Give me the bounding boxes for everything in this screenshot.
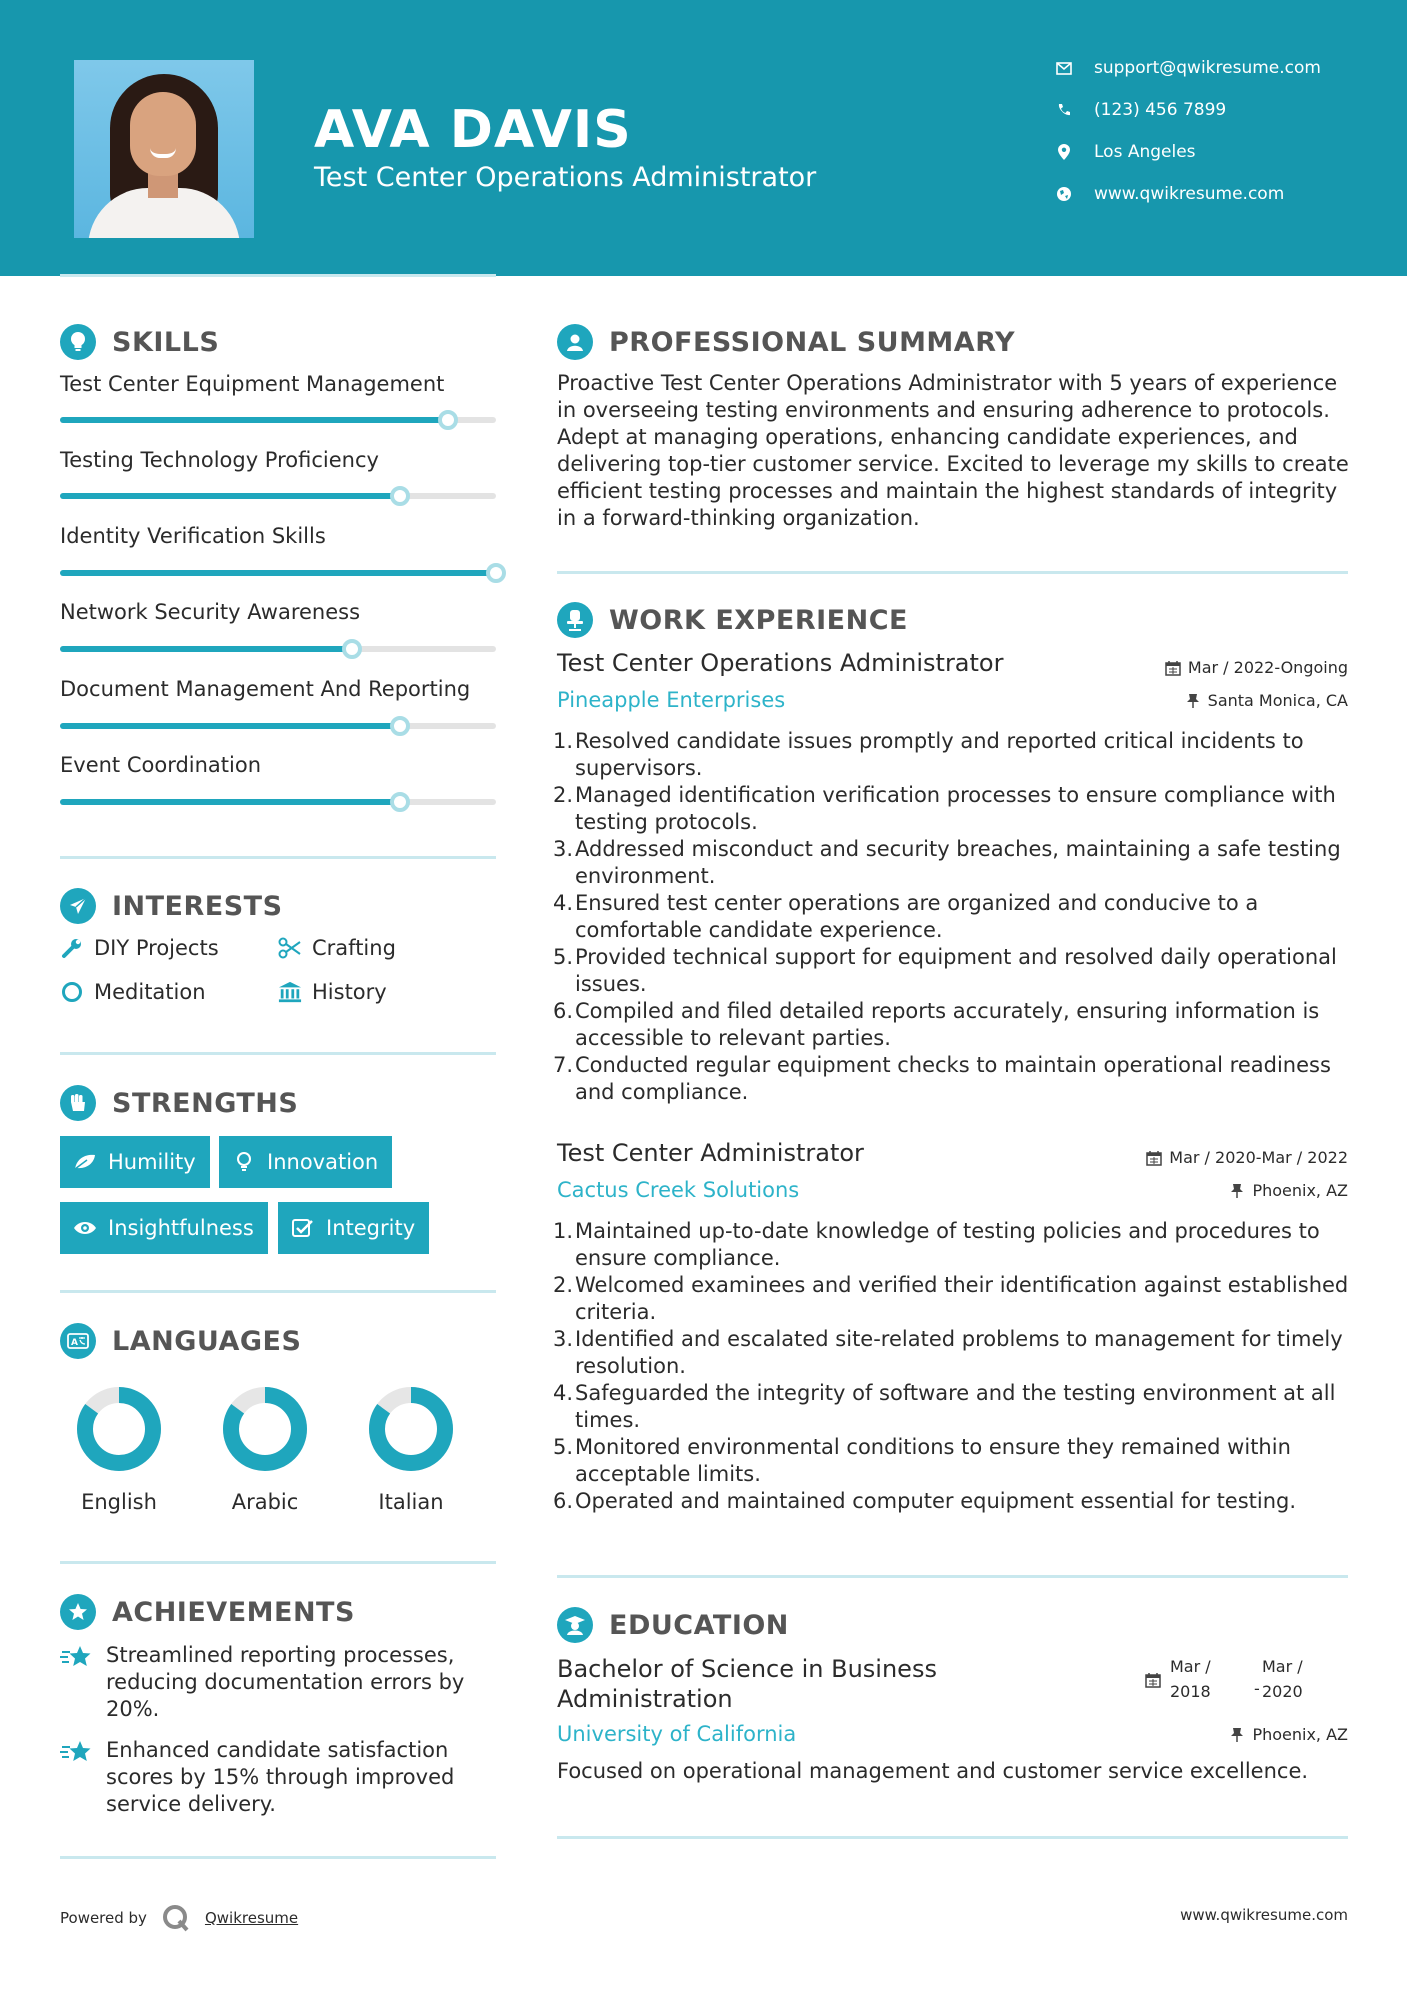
list-item: 5. Provided technical support for equipment and resolved daily operational issues. <box>553 945 1337 996</box>
language-donut <box>366 1384 456 1474</box>
calendar-icon <box>1144 1671 1162 1689</box>
contact-email-text: support@qwikresume.com <box>1094 58 1321 78</box>
eye-icon <box>72 1217 98 1239</box>
wrench-icon <box>60 936 84 960</box>
scissors-icon <box>278 936 302 960</box>
language-item <box>205 1384 325 1514</box>
job-bullets <box>553 728 1353 1106</box>
edu-start-date: Mar / 2018 <box>1170 1657 1211 1701</box>
summary-title: PROFESSIONAL SUMMARY <box>557 324 1015 360</box>
list-item: 6. Compiled and filed detailed reports accurately, ensuring information is accessible to relevant parties. <box>553 999 1320 1050</box>
briefcase-chair-icon <box>557 602 593 638</box>
strengths-title: STRENGTHS <box>60 1085 298 1121</box>
pin-icon <box>1228 1182 1246 1200</box>
skill-bar <box>60 646 496 652</box>
job-dates: Mar / 2022-Ongoing <box>1164 658 1348 677</box>
language-donut <box>74 1384 164 1474</box>
contact-website[interactable] <box>1054 184 1284 204</box>
list-item: 1. Maintained up-to-date knowledge of testing policies and procedures to ensure compliance. <box>553 1219 1320 1270</box>
languages-title: A LANGUAGES <box>60 1323 301 1359</box>
contact-location-text: Los Angeles <box>1094 142 1196 162</box>
strength-tag: Insightfulness <box>60 1202 268 1254</box>
interests-title: INTERESTS <box>60 888 283 924</box>
skill-label: Testing Technology Proficiency <box>60 448 379 472</box>
list-item: 5. Monitored environmental conditions to ensure they remained within acceptable limits. <box>553 1435 1291 1486</box>
globe-icon <box>1054 184 1074 204</box>
skills-title: SKILLS <box>60 324 219 360</box>
candidate-name: AVA DAVIS <box>314 100 632 160</box>
calendar-icon <box>1164 659 1182 677</box>
footer-url[interactable]: www.qwikresume.com <box>1180 1906 1348 1924</box>
star-badge-icon <box>60 1594 96 1630</box>
skill-bar <box>60 723 496 729</box>
language-item <box>351 1384 471 1514</box>
edu-date-separator: - <box>1254 1679 1260 1698</box>
museum-icon <box>278 980 302 1004</box>
circle-icon <box>60 980 84 1004</box>
list-item: 4. Safeguarded the integrity of software and the testing environment at all times. <box>553 1381 1336 1432</box>
skill-label: Network Security Awareness <box>60 600 361 624</box>
language-item <box>59 1384 179 1514</box>
job-title: Test Center Operations Administrator <box>557 649 1004 677</box>
contact-website-text: www.qwikresume.com <box>1094 184 1285 204</box>
degree-title: Bachelor of Science in Business Administration <box>557 1655 937 1713</box>
section-divider <box>60 1561 496 1564</box>
section-divider <box>60 1856 496 1859</box>
leaf-icon <box>72 1151 98 1173</box>
envelope-icon <box>1054 58 1074 78</box>
phone-icon <box>1054 100 1074 120</box>
strength-tag: Innovation <box>219 1136 392 1188</box>
user-icon <box>557 324 593 360</box>
pin-icon <box>1228 1726 1246 1744</box>
skill-bar <box>60 493 496 499</box>
section-divider <box>557 1836 1348 1839</box>
list-item: 2. Welcomed examinees and verified their identification against established criteria. <box>553 1273 1349 1324</box>
skill-label: Document Management And Reporting <box>60 677 471 701</box>
list-item: 3. Addressed misconduct and security breaches, maintaining a safe testing environment. <box>553 837 1341 888</box>
section-divider <box>60 856 496 859</box>
strength-tag: Humility <box>60 1136 210 1188</box>
interest-item: Crafting <box>278 936 396 960</box>
achievements-title: ACHIEVEMENTS <box>60 1594 355 1630</box>
interest-item: History <box>278 980 387 1004</box>
language-label: English <box>81 1490 157 1514</box>
language-label: Arabic <box>231 1490 299 1514</box>
list-item: 7. Conducted regular equipment checks to maintain operational readiness and compliance. <box>553 1053 1331 1104</box>
achievement-item: Streamlined reporting processes, reducing documentation errors by 20%. <box>60 1642 500 1723</box>
candidate-role: Test Center Operations Administrator <box>314 162 817 193</box>
summary-text: Proactive Test Center Operations Administrator with 5 years of experience in overseeing testing environments and ensuring adherence to protocols. Adept at managing operations, enhancing candidate experiences, and delivering top-tier customer service. Excited to leverage my skills to create efficient testing processes and maintain the highest standards of integrity in a forward-thinking organization. <box>557 371 1349 530</box>
list-item: 4. Ensured test center operations are organized and conducive to a comfortable candidate experience. <box>553 891 1259 942</box>
brand-link[interactable]: Qwikresume <box>204 1909 299 1927</box>
svg-text:A: A <box>71 1338 79 1348</box>
map-pin-icon <box>1054 142 1074 162</box>
edu-end-date: Mar / 2020 <box>1262 1657 1303 1701</box>
check-square-icon <box>290 1217 316 1239</box>
skill-bar <box>60 570 496 576</box>
school-name: University of California <box>557 1722 797 1746</box>
list-item: 6. Operated and maintained computer equipment essential for testing. <box>553 1489 1297 1513</box>
experience-title: WORK EXPERIENCE <box>557 602 908 638</box>
list-item: 1. Resolved candidate issues promptly and reported critical incidents to supervisors. <box>553 729 1304 780</box>
section-divider <box>60 1052 496 1055</box>
skill-bar <box>60 417 496 423</box>
job-location: Phoenix, AZ <box>1228 1181 1348 1200</box>
contact-phone-text: (123) 456 7899 <box>1094 100 1227 120</box>
language-label: Italian <box>378 1490 444 1514</box>
language-donut <box>220 1384 310 1474</box>
list-item: 3. Identified and escalated site-related problems to management for timely resolution. <box>553 1327 1343 1378</box>
job-location: Santa Monica, CA <box>1184 691 1348 710</box>
skill-label: Test Center Equipment Management <box>60 372 445 396</box>
powered-by: Powered by Qwikresume <box>60 1903 298 1933</box>
section-divider <box>557 1575 1348 1578</box>
job-title: Test Center Administrator <box>557 1139 864 1167</box>
section-divider <box>60 1290 496 1293</box>
lightbulb-icon <box>231 1151 257 1173</box>
job-dates: Mar / 2020-Mar / 2022 <box>1145 1148 1348 1167</box>
skill-label: Event Coordination <box>60 753 262 777</box>
resume-header <box>0 0 1407 276</box>
skill-bar <box>60 799 496 805</box>
company-name: Cactus Creek Solutions <box>557 1178 800 1202</box>
translate-icon <box>60 1323 96 1359</box>
interest-item: DIY Projects <box>60 936 219 960</box>
paper-plane-icon <box>60 888 96 924</box>
strength-tag: Integrity <box>278 1202 429 1254</box>
edu-calendar <box>1144 1671 1168 1689</box>
star-icon <box>60 1737 94 1818</box>
header-divider <box>60 274 496 277</box>
fist-icon <box>60 1085 96 1121</box>
profile-photo <box>74 60 254 238</box>
lightbulb-icon <box>60 324 96 360</box>
interest-item: Meditation <box>60 980 206 1004</box>
graduate-icon <box>557 1607 593 1643</box>
contact-location <box>1054 142 1196 162</box>
skill-label: Identity Verification Skills <box>60 524 326 548</box>
contact-email[interactable] <box>1054 58 1321 78</box>
star-icon <box>60 1642 94 1723</box>
contact-phone[interactable] <box>1054 100 1226 120</box>
job-bullets <box>553 1218 1353 1515</box>
edu-description: Focused on operational management and customer service excellence. <box>557 1759 1309 1783</box>
list-item: 2. Managed identification verification processes to ensure compliance with testing protocols. <box>553 783 1336 834</box>
pin-icon <box>1184 692 1202 710</box>
edu-location: Phoenix, AZ <box>1228 1725 1348 1744</box>
achievement-item: Enhanced candidate satisfaction scores by 15% through improved service delivery. <box>60 1737 500 1818</box>
qwikresume-logo-icon <box>161 1903 191 1933</box>
company-name: Pineapple Enterprises <box>557 688 786 712</box>
section-divider <box>557 571 1348 574</box>
education-title: EDUCATION <box>557 1607 789 1643</box>
calendar-icon <box>1145 1149 1163 1167</box>
